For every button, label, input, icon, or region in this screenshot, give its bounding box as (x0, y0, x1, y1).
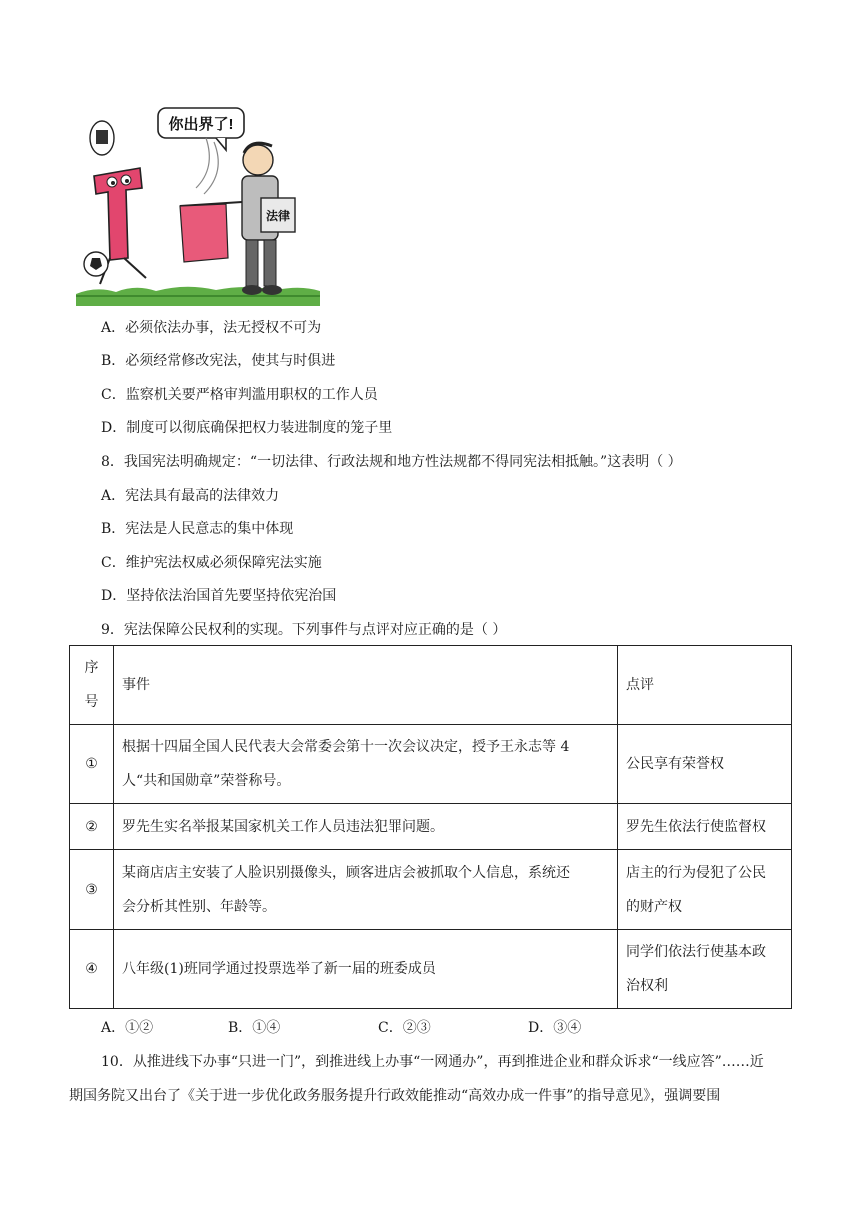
q9-choice-b: B．①④ (228, 1020, 281, 1036)
q10-line-1: 10．从推进线下办事“只进一门”，到推进线上办事“一网通办”，再到推进企业和群众诉求“一线应答”……近 (101, 1054, 764, 1070)
row-event: 八年级(1)班同学通过投票选举了新一届的班委成员 (114, 930, 618, 1009)
q9-choice-c: C．②③ (378, 1020, 431, 1036)
row-num: ① (70, 725, 114, 804)
q9-choice-a: A．①② (101, 1020, 154, 1036)
table-row (70, 930, 792, 1009)
q7-option-d: D．制度可以彻底确保把权力装进制度的笼子里 (101, 420, 393, 436)
speech-bubble-text: 你出界了! (168, 116, 234, 133)
row-event: 罗先生实名举报某国家机关工作人员违法犯罪问题。 (114, 804, 618, 850)
q7-option-a: A．必须依法办事，法无授权不可为 (101, 320, 322, 336)
table-row (70, 725, 792, 804)
q8-stem: 8．我国宪法明确规定：“一切法律、行政法规和地方性法规都不得同宪法相抵触。”这表明（ ） (101, 454, 682, 470)
q7-option-b: B．必须经常修改宪法，使其与时俱进 (101, 353, 336, 369)
row-comment: 店主的行为侵犯了公民 的财产权 (618, 850, 792, 930)
row-event: 根据十四届全国人民代表大会常委会第十一次会议决定，授予王永志等 4 人“共和国勋章”荣誉称号。 (114, 725, 618, 804)
row-comment: 同学们依法行使基本政 治权利 (618, 930, 792, 1009)
table-header-row (70, 646, 792, 725)
header-comment: 点评 (618, 646, 792, 725)
row-comment: 罗先生依法行使监督权 (618, 804, 792, 850)
q9-choice-d: D．③④ (528, 1020, 582, 1036)
q10-line-2: 期国务院又出台了《关于进一步优化政务服务提升行政效能推动“高效办成一件事”的指导意见》，强调要围 (69, 1088, 721, 1104)
header-num: 序 号 (70, 646, 114, 725)
q8-option-c: C．维护宪法权威必须保障宪法实施 (101, 555, 322, 571)
q8-option-d: D．坚持依法治国首先要坚持依宪治国 (101, 588, 337, 604)
header-event: 事件 (114, 646, 618, 725)
q9-stem: 9．宪法保障公民权利的实现。下列事件与点评对应正确的是（ ） (101, 622, 507, 638)
row-comment: 公民享有荣誉权 (618, 725, 792, 804)
law-sign-text: 法律 (265, 209, 291, 223)
row-num: ④ (70, 930, 114, 1009)
q9-events-table (69, 645, 792, 1009)
row-num: ③ (70, 850, 114, 930)
row-event: 某商店店主安装了人脸识别摄像头，顾客进店会被抓取个人信息，系统还 会分析其性别、年龄等。 (114, 850, 618, 930)
q7-option-c: C．监察机关要严格审判滥用职权的工作人员 (101, 387, 378, 403)
row-num: ② (70, 804, 114, 850)
table-row (70, 804, 792, 850)
q8-option-b: B．宪法是人民意志的集中体现 (101, 521, 294, 537)
law-cartoon-illustration (76, 98, 320, 306)
q8-option-a: A．宪法具有最高的法律效力 (101, 488, 280, 504)
table-row (70, 850, 792, 930)
